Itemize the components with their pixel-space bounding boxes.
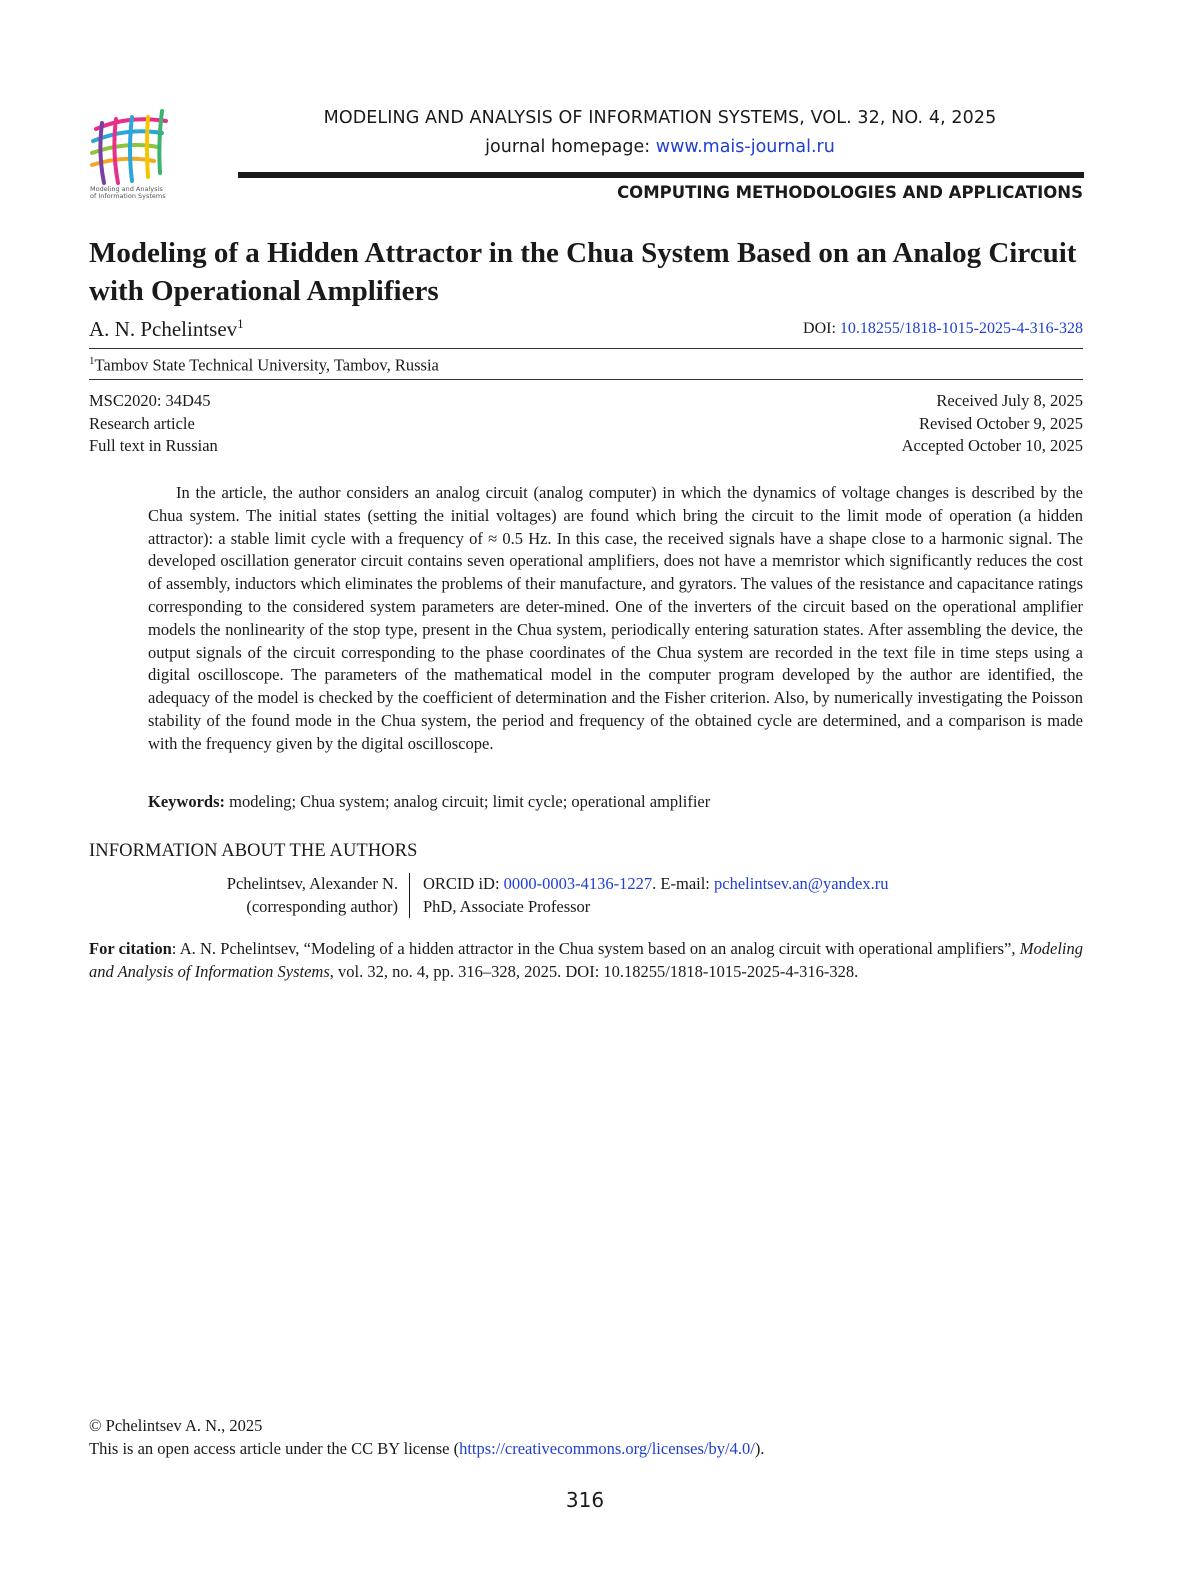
license <box>89 1439 764 1459</box>
license-suffix: ). <box>754 1439 765 1458</box>
author-info-separator <box>409 873 410 918</box>
keywords-text: modeling; Chua system; analog circuit; limit cycle; operational amplifier <box>229 792 711 811</box>
citation <box>89 937 1083 983</box>
header-rule <box>238 172 1084 178</box>
author-role: (corresponding author) <box>246 897 398 916</box>
affiliation-mark: 1 <box>89 355 95 367</box>
author-affiliation-mark: 1 <box>237 316 244 331</box>
homepage-link[interactable]: www.mais-journal.ru <box>655 137 835 157</box>
journal-logo-icon <box>88 103 172 201</box>
homepage-label: journal homepage: <box>485 137 651 157</box>
citation-text-2: , vol. 32, no. 4, pp. 316–328, 2025. DOI: 10.18255/1818-1015-2025-4-316-328. <box>329 962 859 981</box>
authors-info-heading: INFORMATION ABOUT THE AUTHORS <box>89 841 418 861</box>
article-meta <box>89 390 218 458</box>
accepted-date: Accepted October 10, 2025 <box>901 436 1083 455</box>
author-full-name: Pchelintsev, Alexander N. <box>226 874 398 893</box>
article-dates <box>902 390 1083 458</box>
doi-label: DOI: <box>803 320 836 337</box>
author-position: PhD, Associate Professor <box>423 897 591 916</box>
revised-date: Revised October 9, 2025 <box>918 413 1083 433</box>
affiliation <box>89 355 439 376</box>
section-label: COMPUTING METHODOLOGIES AND APPLICATIONS <box>617 183 1083 202</box>
email-link[interactable]: pchelintsev.an@yandex.ru <box>714 874 889 893</box>
journal-logo <box>88 103 172 201</box>
citation-text-1: : A. N. Pchelintsev, “Modeling of a hidden attractor in the Chua system based on an analog circuit with operational amplifiers”, <box>171 939 1020 958</box>
license-prefix: This is an open access article under the CC BY license ( <box>89 1439 460 1458</box>
svg-text:Modeling and Analysis: Modeling and Analysis <box>90 185 163 193</box>
orcid-link[interactable]: 0000-0003-4136-1227 <box>503 874 653 893</box>
license-link[interactable]: https://creativecommons.org/licenses/by/4.0/ <box>459 1439 755 1458</box>
divider <box>89 379 1083 380</box>
doi-link[interactable]: 10.18255/1818-1015-2025-4-316-328 <box>839 320 1083 337</box>
author-line <box>89 316 244 342</box>
article-title: Modeling of a Hidden Attractor in the Chua System Based on an Analog Circuit with Operational Amplifiers <box>89 237 1077 307</box>
copyright: © Pchelintsev A. N., 2025 <box>89 1416 263 1435</box>
journal-homepage <box>240 137 1080 157</box>
svg-text:of Information Systems: of Information Systems <box>90 192 166 200</box>
author-name: A. N. Pchelintsev <box>89 317 238 341</box>
journal-name: MODELING AND ANALYSIS OF INFORMATION SYSTEMS, VOL. 32, NO. 4, 2025 <box>323 108 997 128</box>
page-number: 316 <box>565 1488 605 1512</box>
author-info-name <box>227 872 398 918</box>
abstract: In the article, the author considers an analog circuit (analog computer) in which the dynamics of voltage changes is described by the Chua system. The initial states (setting the initial voltages) are found which bring the circuit to the limit mode of operation (a hidden attractor): a stable limit cycle with a frequency of ≈ 0.5 Hz. In this case, the received signals have a shape close to a harmonic signal. The developed oscillation generator circuit contains seven operational amplifiers, does not have a memristor which significantly reduces the cost of assembly, inductors which eliminates the problems of their manufacture, and gyrators. The values of the resistance and capacitance ratings corresponding to the considered system parameters are deter-mined. One of the inverters of the circuit based on the operational amplifier models the nonlinearity of the stop type, present in the Chua system, periodically entering saturation states. After assembling the device, the output signals of the circuit corresponding to the phase coordinates of the Chua system are recorded in the text file in time steps using a digital oscilloscope. The parameters of the mathematical model in the computer program developed by the author are identified, the adequacy of the model is checked by the coefficient of determination and the Fisher criterion. Also, by numerically investigating the Poisson stability of the found mode in the Chua system, the period and frequency of the obtained cycle are determined, and a comparison is made with the frequency given by the digital oscilloscope. <box>148 483 1083 753</box>
keywords <box>148 792 710 812</box>
received-date: Received July 8, 2025 <box>936 391 1083 410</box>
email-label: . E-mail: <box>652 874 710 893</box>
article-language: Full text in Russian <box>89 436 218 455</box>
author-info-details <box>423 872 889 918</box>
doi <box>803 320 1083 338</box>
citation-journal: Modeling and Analysis of Information Systems <box>89 939 1084 981</box>
orcid-label: ORCID iD: <box>423 874 500 893</box>
author-contacts <box>423 872 889 895</box>
divider <box>89 348 1083 349</box>
article-type: Research article <box>89 413 195 433</box>
affiliation-text: Tambov State Technical University, Tambov, Russia <box>94 355 439 375</box>
msc-code: MSC2020: 34D45 <box>89 391 211 410</box>
citation-label: For citation <box>89 939 172 958</box>
keywords-label: Keywords: <box>148 792 225 811</box>
